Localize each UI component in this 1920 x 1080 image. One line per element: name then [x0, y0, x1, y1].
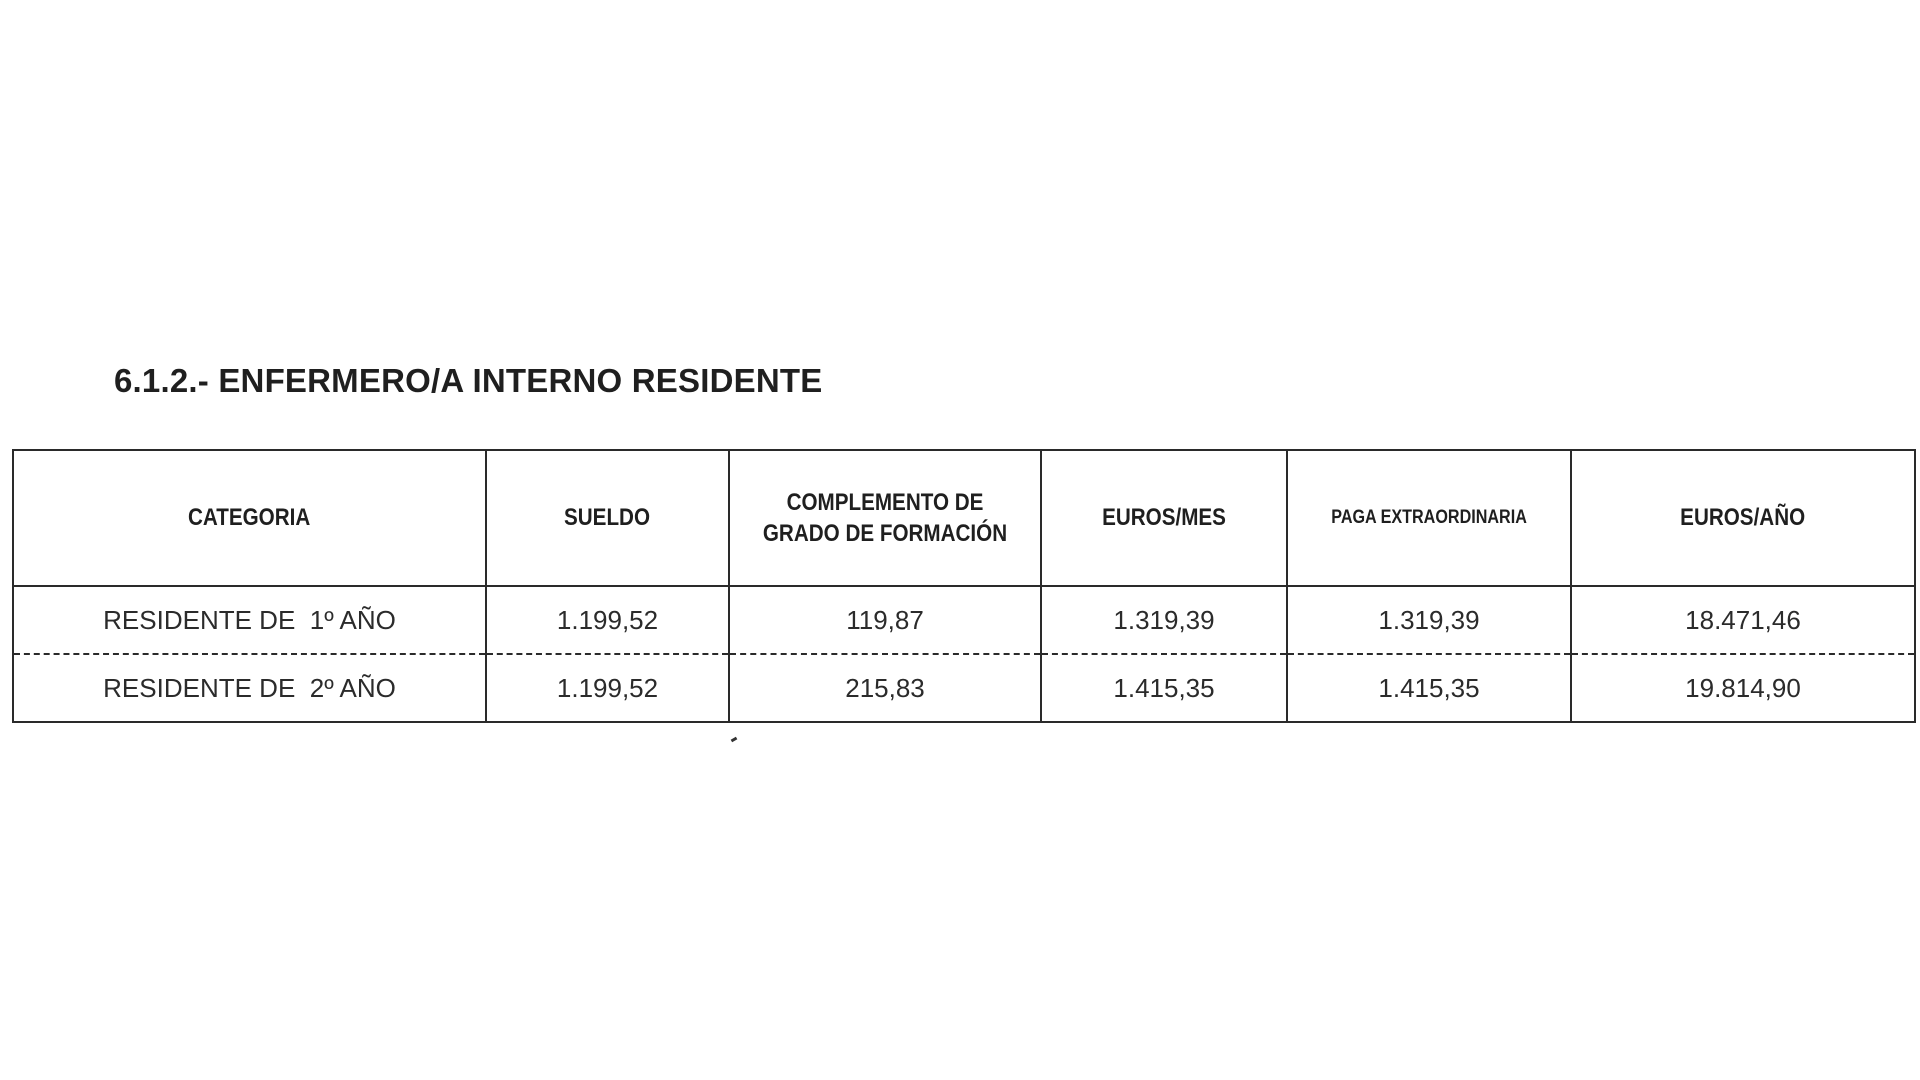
cell-categoria: RESIDENTE DE 1º AÑO [13, 586, 486, 654]
salary-table [12, 449, 1916, 723]
header-euros-mes: EUROS/MES [1041, 450, 1287, 586]
cell-paga-extraordinaria: 1.415,35 [1287, 654, 1571, 722]
cell-complemento: 215,83 [729, 654, 1041, 722]
header-complemento-grado-formacion: COMPLEMENTO DE GRADO DE FORMACIÓN [729, 450, 1041, 586]
table-row [13, 586, 1915, 654]
table-header-row [13, 450, 1915, 586]
cell-paga-extraordinaria: 1.319,39 [1287, 586, 1571, 654]
cell-complemento: 119,87 [729, 586, 1041, 654]
cell-sueldo: 1.199,52 [486, 586, 729, 654]
cell-categoria: RESIDENTE DE 2º AÑO [13, 654, 486, 722]
cell-sueldo: 1.199,52 [486, 654, 729, 722]
header-categoria: CATEGORIA [13, 450, 486, 586]
cell-euros-ano: 19.814,90 [1571, 654, 1915, 722]
section-title: 6.1.2.- ENFERMERO/A INTERNO RESIDENTE [114, 362, 823, 399]
table-row [13, 654, 1915, 722]
cell-euros-mes: 1.319,39 [1041, 586, 1287, 654]
header-euros-ano: EUROS/AÑO [1571, 450, 1915, 586]
header-paga-extraordinaria: PAGA EXTRAORDINARIA [1287, 450, 1571, 586]
cell-euros-ano: 18.471,46 [1571, 586, 1915, 654]
cell-euros-mes: 1.415,35 [1041, 654, 1287, 722]
header-sueldo: SUELDO [486, 450, 729, 586]
stray-mark [731, 737, 738, 743]
